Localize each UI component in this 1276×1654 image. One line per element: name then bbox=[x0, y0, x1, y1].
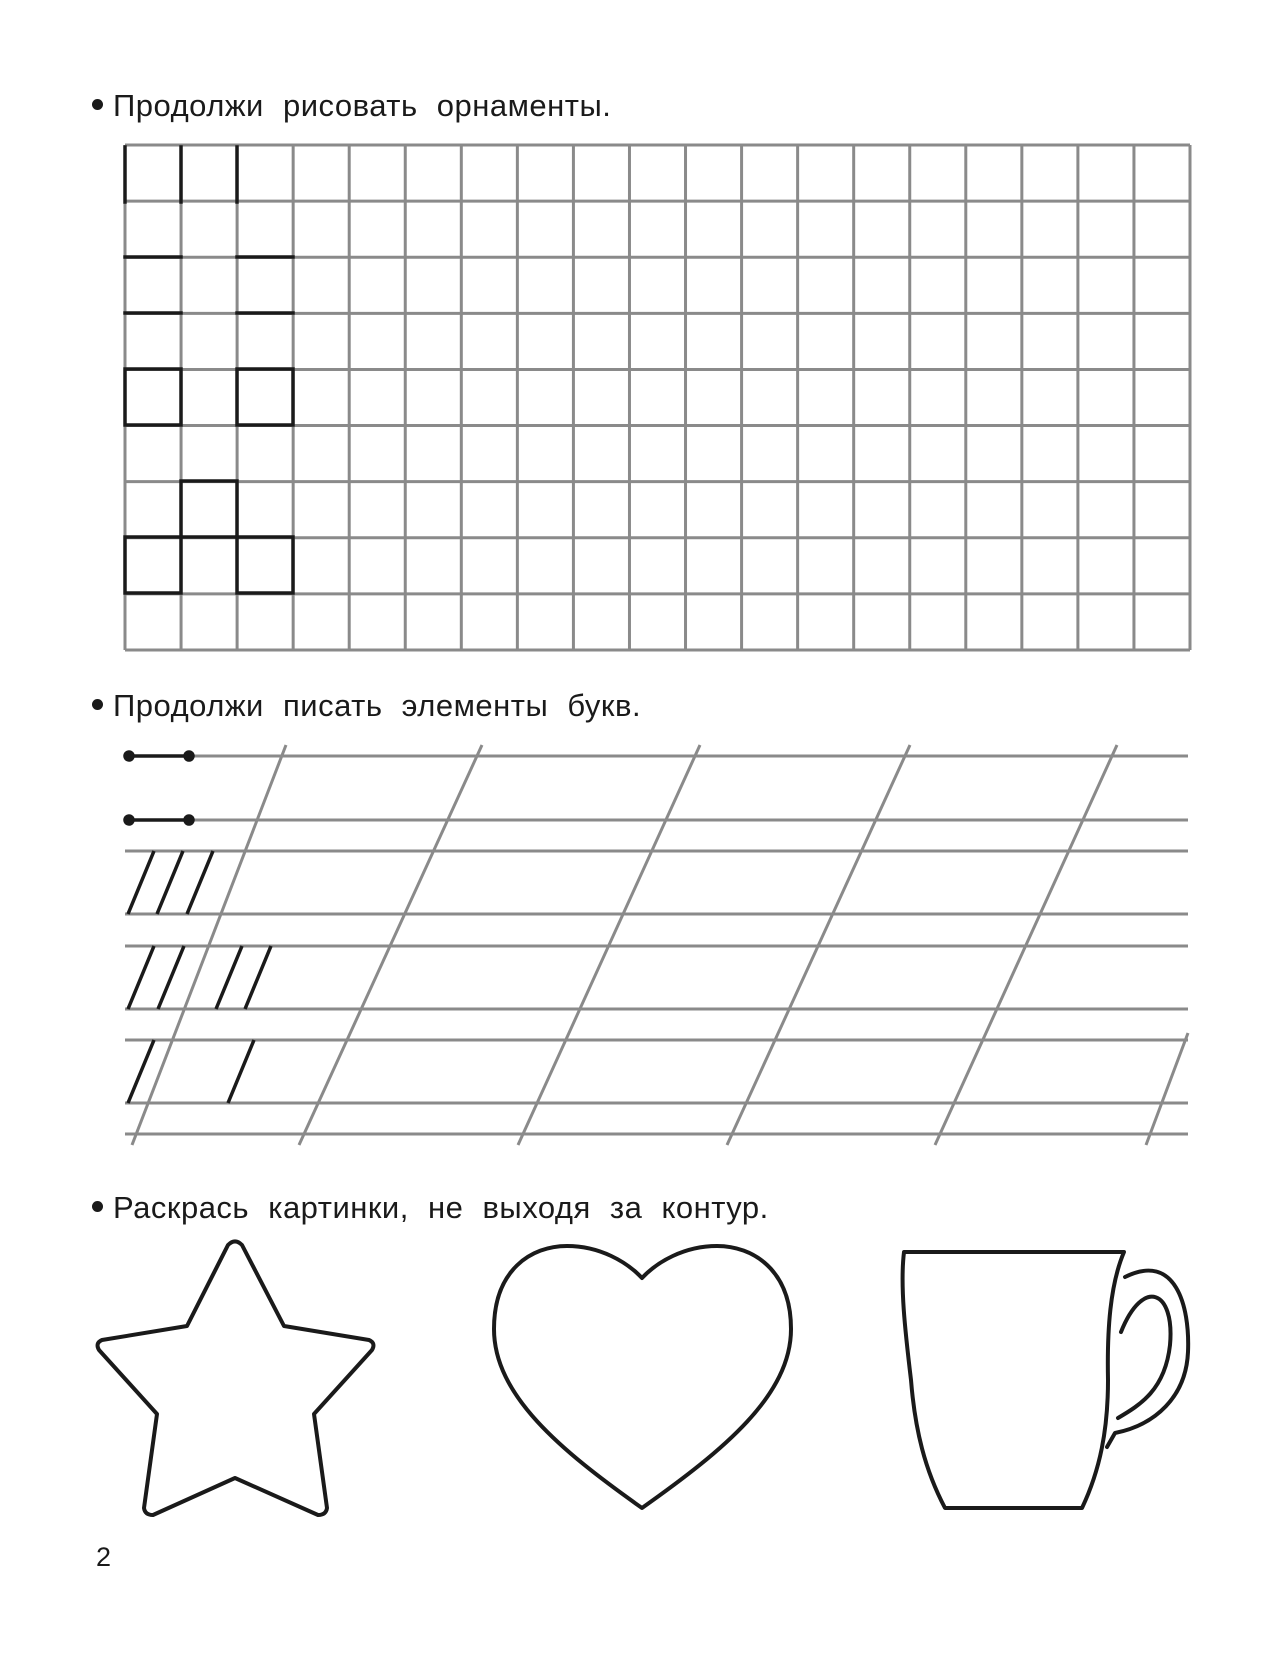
cup-outline[interactable] bbox=[903, 1252, 1189, 1508]
star-outline[interactable] bbox=[98, 1242, 374, 1516]
task-letter-elements-text: Продолжи писать элементы букв. bbox=[113, 688, 642, 723]
page-number: 2 bbox=[96, 1542, 112, 1572]
task-ornaments-text: Продолжи рисовать орнаменты. bbox=[113, 88, 612, 123]
task-coloring-text: Раскрась картинки, не выходя за контур. bbox=[113, 1190, 769, 1225]
heart-outline[interactable] bbox=[494, 1246, 791, 1508]
